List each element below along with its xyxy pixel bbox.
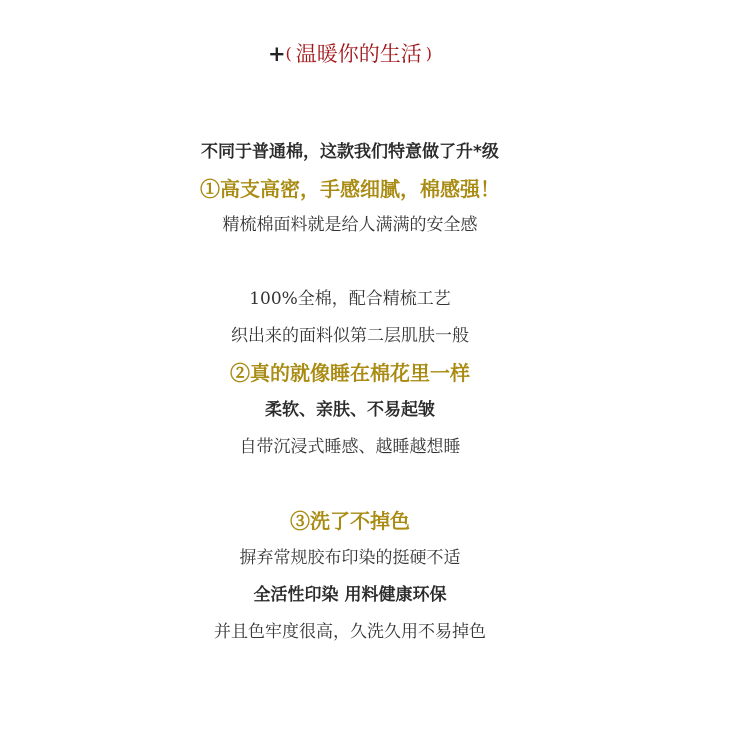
plus-mark: + xyxy=(267,41,286,66)
open-paren: ( xyxy=(285,44,292,63)
feature-2-desc: 自带沉浸式睡感、越睡越想睡 xyxy=(239,437,461,457)
feature-1-heading: ①高支高密，手感细腻，棉感强！ xyxy=(200,177,500,201)
intro-line: 不同于普通棉，这款我们特意做了升*级 xyxy=(201,142,499,162)
feature-3-detail: 并且色牢度很高，久洗久用不易掉色 xyxy=(214,622,486,642)
section-header xyxy=(0,38,700,70)
header-title: 温暖你的生活 xyxy=(295,42,422,66)
cotton-line: 100%全棉，配合精梳工艺 xyxy=(249,289,451,309)
feature-2-keywords: 柔软、亲肤、不易起皱 xyxy=(265,400,435,420)
feature-1-desc: 精梳棉面料就是给人满满的安全感 xyxy=(222,215,478,235)
close-paren: ) xyxy=(425,44,433,63)
feature-3-keywords: 全活性印染 用料健康环保 xyxy=(253,585,447,605)
feature-2-heading: ②真的就像睡在棉花里一样 xyxy=(230,361,470,385)
skin-line: 织出来的面料似第二层肌肤一般 xyxy=(231,326,469,346)
feature-3-desc: 摒弃常规胶布印染的挺硬不适 xyxy=(239,548,461,568)
feature-3-heading: ③洗了不掉色 xyxy=(290,509,410,533)
